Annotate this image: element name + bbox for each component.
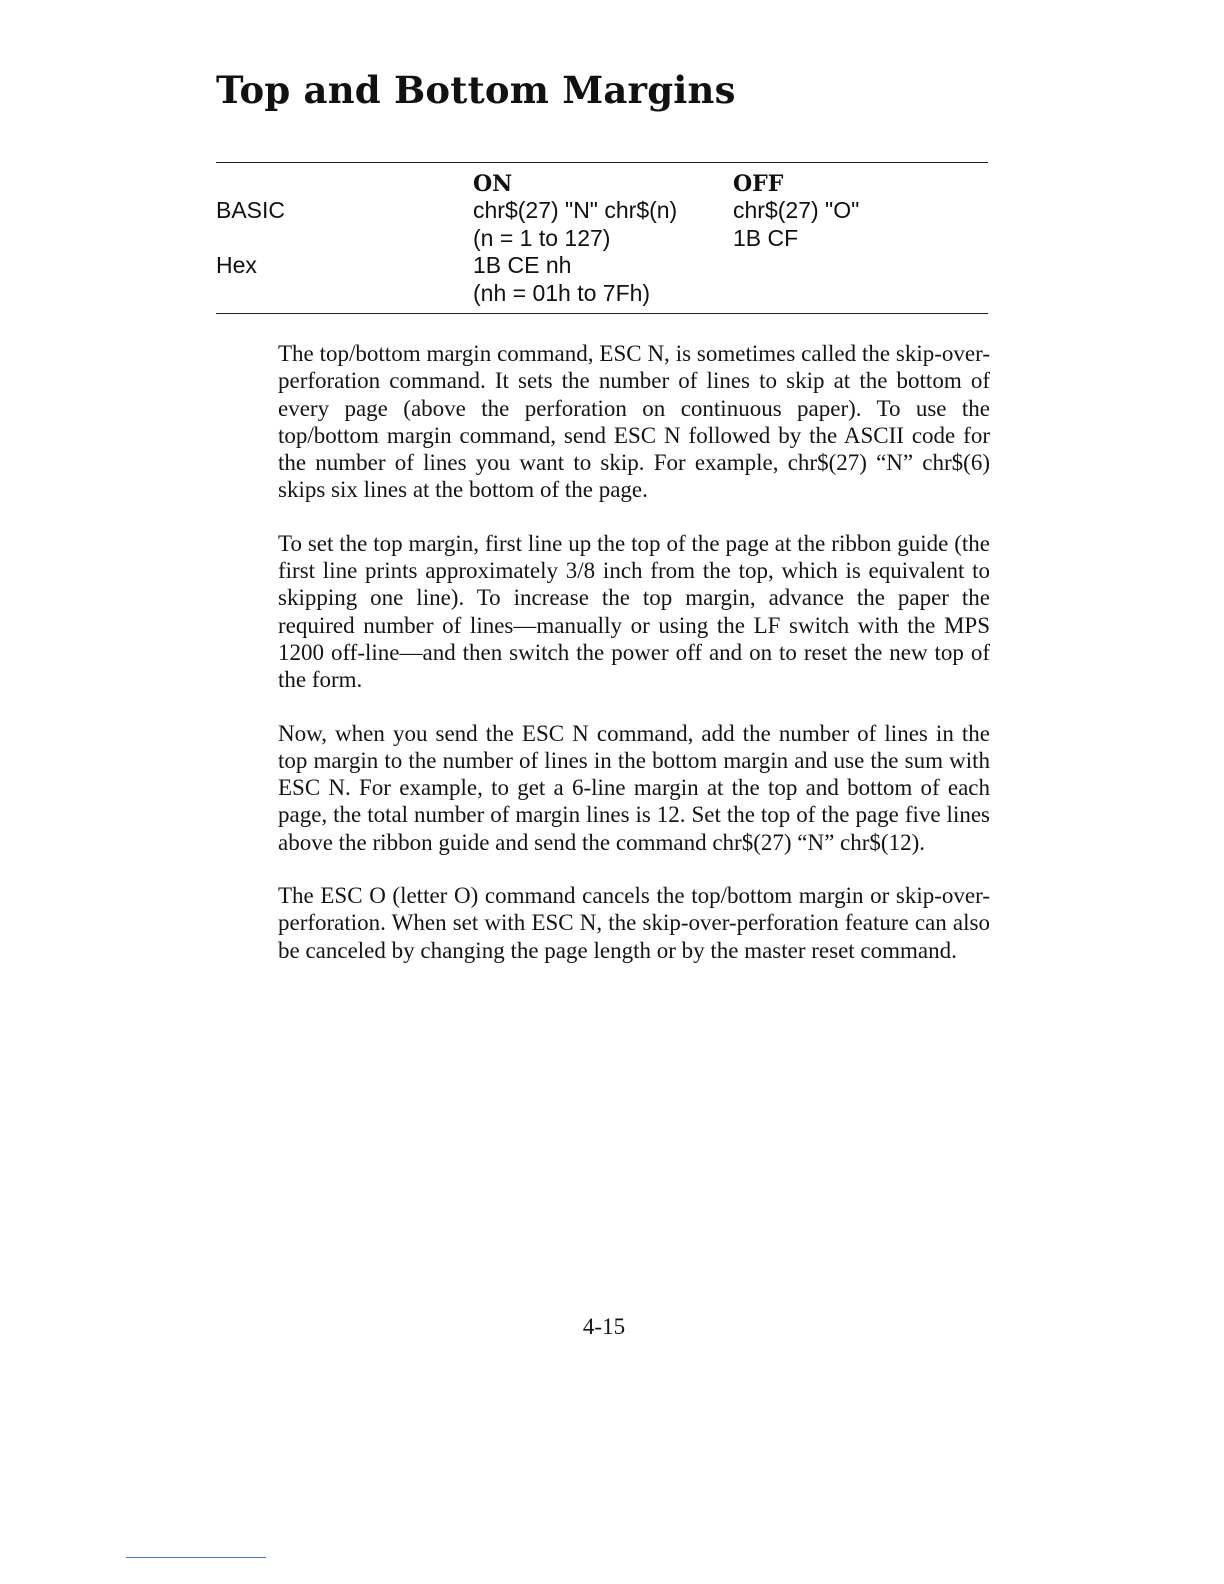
basic-off-command: chr$(27) "O" [733,197,860,223]
footer-rule [126,1557,266,1558]
body-text [278,340,990,990]
paragraph: The ESC O (letter O) command cancels the top/bottom margin or skip-over-perforation. When set with ESC N, the skip-over-perforation feature can also be canceled by changing the page length or by the master reset command. [278,883,990,963]
on-column-header: ON [473,171,513,197]
command-table [216,162,988,314]
basic-on-range: (n = 1 to 127) [473,225,611,251]
hex-off-command: 1B CF [733,225,799,251]
basic-on-command: chr$(27) "N" chr$(n) [473,197,678,223]
off-column-header: OFF [733,171,784,197]
basic-row-label: BASIC [216,197,286,223]
page-title: Top and Bottom Margins [216,68,736,112]
hex-on-range: (nh = 01h to 7Fh) [473,280,651,306]
hex-on-command: 1B CE nh [473,252,572,278]
paragraph: The top/bottom margin command, ESC N, is sometimes called the skip-over-perforation command. It sets the number of lines to skip at the bottom of every page (above the perforation on continuous paper). To use the top/bottom margin command, send ESC N followed by the ASCII code for the number of lines you want to skip. For example, chr$(27) “N” chr$(6) skips six lines at the bottom of the page. [278,341,990,503]
paragraph: Now, when you send the ESC N command, add the number of lines in the top margin to the number of lines in the bottom margin and use the sum with ESC N. For example, to get a 6-line margin at the top and bottom of each page, the total number of margin lines is 12. Set the top of the page five lines above the ribbon guide and send the command chr$(27) “N” chr$(12). [278,720,990,855]
page-number: 4-15 [582,1314,626,1339]
paragraph: To set the top margin, first line up the top of the page at the ribbon guide (the first line prints approximately 3/8 inch from the top, which is equivalent to skipping one line). To increase the top margin, advance the paper the required number of lines—manually or using the LF switch with the MPS 1200 off-line—and then switch the power off and on to reset the new top of the form. [278,530,990,693]
hex-row-label: Hex [216,252,257,278]
